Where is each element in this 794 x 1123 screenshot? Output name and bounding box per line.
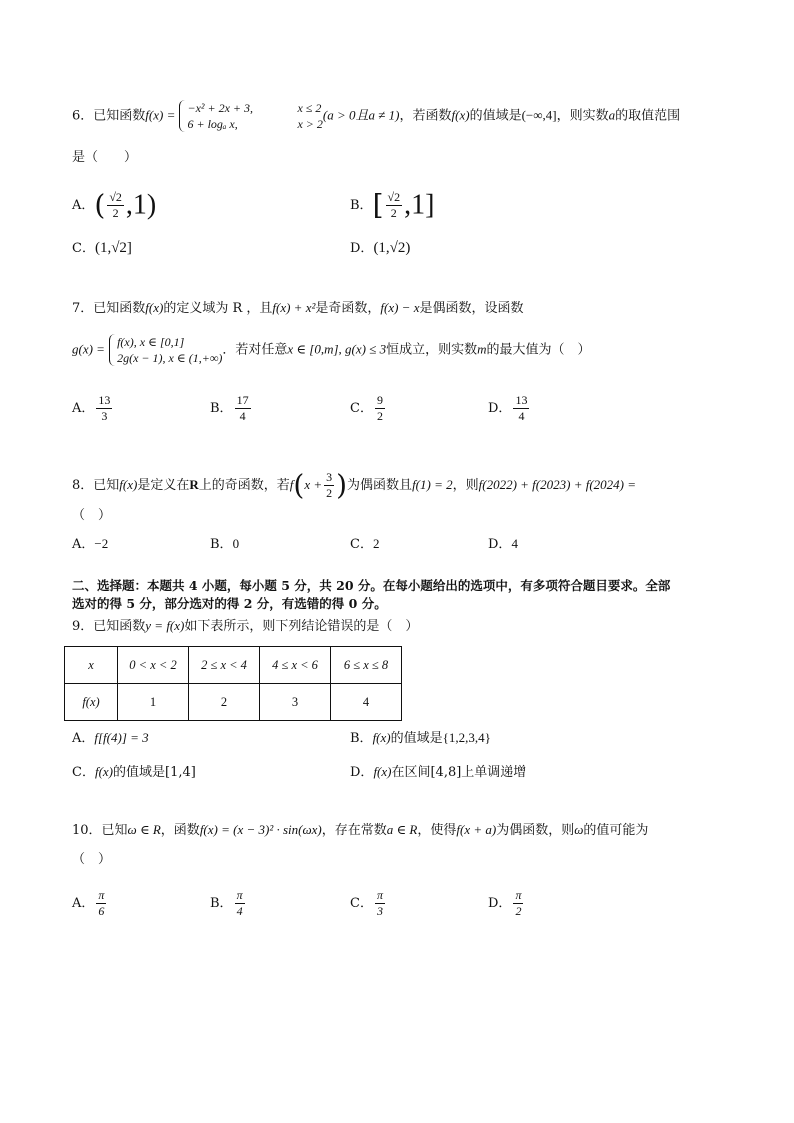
q8-line2: （ ） bbox=[72, 508, 112, 523]
q7-line1 bbox=[72, 298, 524, 319]
q9-expr: y = f(x) bbox=[145, 618, 185, 633]
q10-option-b-den: 4 bbox=[236, 904, 243, 918]
q6-option-c bbox=[72, 238, 132, 259]
q6-option-b-num: √2 bbox=[387, 190, 401, 204]
q6-row1-expr: −x² + 2x + 3, bbox=[187, 101, 254, 115]
q8-option-c-label: C． bbox=[350, 537, 373, 552]
q9-option-d-text: 在区间[4,8]上单调递增 bbox=[391, 765, 527, 780]
q9-option-b bbox=[350, 728, 491, 749]
q6-piecewise bbox=[179, 100, 322, 132]
q9-option-c-label: C． bbox=[72, 765, 95, 780]
q9-option-b-fx: f(x) bbox=[372, 730, 391, 745]
q10-option-a-num: π bbox=[98, 888, 105, 902]
q8-option-b bbox=[210, 534, 239, 555]
q8-option-a bbox=[72, 534, 108, 555]
q7-option-b-frac bbox=[235, 393, 251, 424]
q8-text-b: 是定义在 bbox=[137, 478, 190, 493]
q9-option-a-label: A． bbox=[72, 731, 95, 746]
q6-var-a: a bbox=[608, 107, 616, 123]
q10-option-a bbox=[72, 888, 108, 919]
q8-option-c-value: 2 bbox=[372, 536, 380, 551]
q6-option-a-left: ( bbox=[94, 188, 106, 222]
q10-text-a: 10．已知 bbox=[72, 823, 128, 838]
q7-option-d-den: 4 bbox=[518, 409, 525, 423]
q9-option-c bbox=[72, 762, 196, 783]
q7-option-d-label: D． bbox=[488, 401, 512, 416]
q10-option-c-frac bbox=[375, 888, 385, 919]
q8-paren-right: ) bbox=[336, 468, 348, 502]
q9-line1 bbox=[72, 616, 418, 637]
q8-frac-den: 2 bbox=[326, 486, 333, 500]
q10-fxa: f(x + a) bbox=[456, 822, 497, 837]
q10-option-d-den: 2 bbox=[515, 904, 522, 918]
q7-text-d: 是偶函数，设函数 bbox=[419, 301, 524, 316]
q7-option-d-frac bbox=[513, 393, 529, 424]
section2-line2: 选对的得 5 分，部分选对的得 2 分，有选错的得 0 分。 bbox=[72, 596, 387, 611]
q10-option-b-label: B． bbox=[210, 896, 233, 911]
q7-line2 bbox=[72, 334, 591, 366]
q6-option-b bbox=[350, 190, 434, 221]
q10-a-set: a ∈ R bbox=[386, 822, 418, 837]
q8-f: f bbox=[289, 477, 294, 492]
table-cell: 1 bbox=[118, 684, 189, 721]
q7-expr1: f(x) + x² bbox=[272, 300, 316, 315]
q8-text-c: 上的奇函数，若 bbox=[198, 478, 290, 493]
q6-option-b-frac bbox=[386, 190, 403, 221]
q10-text-c: ，存在常数 bbox=[321, 823, 387, 838]
table-cell: 6 ≤ x ≤ 8 bbox=[331, 647, 402, 684]
q8-f1: f(1) = 2 bbox=[412, 477, 453, 492]
q7-option-b-label: B． bbox=[210, 401, 233, 416]
q9-option-a-text: f[f(4)] = 3 bbox=[94, 730, 149, 745]
q6-option-a-label: A． bbox=[72, 198, 95, 213]
table-cell: 2 ≤ x < 4 bbox=[189, 647, 260, 684]
q8-paren-left: ( bbox=[293, 468, 305, 502]
q7-row1: f(x), x ∈ [0,1] bbox=[117, 335, 185, 349]
q10-option-a-den: 6 bbox=[98, 904, 105, 918]
q7-option-c bbox=[350, 393, 387, 424]
table-cell: 4 ≤ x < 6 bbox=[260, 647, 331, 684]
q8-frac bbox=[324, 470, 334, 501]
table-cell: f(x) bbox=[65, 684, 118, 721]
q8-x-plus: x + bbox=[304, 477, 323, 492]
q7-text-g: 的最大值为（ ） bbox=[486, 342, 591, 358]
q10-option-d-num: π bbox=[515, 888, 522, 902]
table-cell: 3 bbox=[260, 684, 331, 721]
q6-condition: (a > 0且a ≠ 1) bbox=[322, 107, 400, 123]
q9-table bbox=[64, 646, 402, 721]
q8-option-a-label: A． bbox=[72, 537, 95, 552]
q9-option-b-text: 的值域是 bbox=[390, 731, 443, 746]
q7-option-a-label: A． bbox=[72, 401, 95, 416]
q9-option-c-fx: f(x) bbox=[94, 764, 113, 779]
q10-text-f: 的值可能为 bbox=[583, 823, 649, 838]
q6-option-d-label: D． bbox=[350, 241, 374, 256]
q10-option-b bbox=[210, 888, 247, 919]
q8-text-e: ，则 bbox=[452, 478, 479, 493]
q6-option-a-den: 2 bbox=[112, 206, 119, 220]
q6-row1-cond: x ≤ 2 bbox=[297, 101, 322, 115]
q10-option-c bbox=[350, 888, 387, 919]
q8-line1 bbox=[72, 470, 636, 501]
q6-option-d bbox=[350, 238, 410, 259]
q8-frac-num: 3 bbox=[326, 470, 333, 484]
q6-option-b-left: [ bbox=[372, 188, 384, 222]
q9-option-d-fx: f(x) bbox=[373, 764, 392, 779]
q9-text-a: 9．已知函数 bbox=[72, 619, 146, 634]
q6-text4: ，则实数 bbox=[556, 108, 609, 124]
q7-option-c-label: C． bbox=[350, 401, 373, 416]
q9-option-a bbox=[72, 728, 149, 749]
q6-option-b-label: B． bbox=[350, 198, 373, 213]
q8-option-b-label: B． bbox=[210, 537, 233, 552]
q7-option-c-num: 9 bbox=[376, 393, 383, 407]
q9-text-b: 如下表所示，则下列结论错误的是（ ） bbox=[184, 619, 419, 634]
q7-var-m: m bbox=[477, 341, 487, 357]
q6-fx2: f(x) bbox=[451, 107, 470, 123]
q6-option-c-text: (1,√2] bbox=[94, 240, 132, 256]
q6-option-a-right: ,1) bbox=[125, 189, 157, 221]
q10-line2: （ ） bbox=[72, 852, 112, 867]
q9-option-d-label: D． bbox=[350, 765, 374, 780]
q6-fx: f(x) = bbox=[145, 107, 176, 123]
q10-option-a-label: A． bbox=[72, 896, 95, 911]
q6-line2: 是（ ） bbox=[72, 150, 138, 165]
q7-text-c: 是奇函数， bbox=[315, 301, 381, 316]
q10-option-d-frac bbox=[513, 888, 523, 919]
q7-option-b-num: 17 bbox=[236, 393, 249, 407]
section2-line1: 二、选择题：本题共 4 小题，每小题 5 分，共 20 分。在每小题给出的选项中，有多项符合题目要求。全部 bbox=[72, 578, 671, 593]
q6-option-d-text: (1,√2) bbox=[373, 240, 411, 256]
q8-fx: f(x) bbox=[119, 477, 138, 492]
q6-line1 bbox=[72, 100, 680, 132]
q10-text-b: ，函数 bbox=[160, 823, 200, 838]
q6-option-a-num: √2 bbox=[109, 190, 122, 204]
q7-option-a-frac bbox=[96, 393, 112, 424]
q6-range: (−∞,4] bbox=[521, 107, 557, 123]
q8-sum: f(2022) + f(2023) + f(2024) = bbox=[478, 477, 637, 492]
q6-row2-expr: 6 + logₐ x, bbox=[187, 117, 238, 131]
q10-expr: f(x) = (x − 3)² · sin(ωx) bbox=[199, 822, 322, 837]
q8-option-d bbox=[488, 534, 518, 555]
q6-option-b-right: ,1] bbox=[404, 189, 435, 221]
table-row bbox=[65, 647, 402, 684]
q9-option-b-value: {1,2,3,4} bbox=[442, 730, 491, 745]
q10-option-c-label: C． bbox=[350, 896, 373, 911]
q8-option-d-value: 4 bbox=[511, 536, 518, 551]
q7-expr2: f(x) − x bbox=[380, 300, 420, 315]
q7-gx: g(x) = bbox=[72, 341, 105, 357]
q10-omega: ω bbox=[574, 822, 584, 837]
q8-option-b-value: 0 bbox=[232, 536, 240, 551]
table-cell: 4 bbox=[331, 684, 402, 721]
q7-text-f: 恒成立，则实数 bbox=[386, 342, 478, 358]
q10-option-c-den: 3 bbox=[376, 904, 383, 918]
q7-fx: f(x) bbox=[145, 300, 164, 315]
q10-option-a-frac bbox=[96, 888, 106, 919]
q7-row2: 2g(x − 1), x ∈ (1,+∞) bbox=[117, 351, 223, 365]
q10-omega-set: ω ∈ R bbox=[127, 822, 161, 837]
q7-text-a: 7．已知函数 bbox=[72, 301, 146, 316]
q6-option-a-frac bbox=[107, 190, 124, 221]
q7-option-a-num: 13 bbox=[98, 393, 111, 407]
q10-option-c-num: π bbox=[376, 888, 383, 902]
table-cell: x bbox=[65, 647, 118, 684]
q10-option-b-frac bbox=[235, 888, 245, 919]
q7-option-c-den: 2 bbox=[376, 409, 383, 423]
table-cell: 0 < x < 2 bbox=[118, 647, 189, 684]
table-cell: 2 bbox=[189, 684, 260, 721]
q6-option-a bbox=[72, 190, 156, 221]
q6-text3: 的值域是 bbox=[469, 108, 522, 124]
q7-option-c-frac bbox=[375, 393, 385, 424]
q7-option-d-num: 13 bbox=[515, 393, 528, 407]
q8-option-c bbox=[350, 534, 379, 555]
table-row bbox=[65, 684, 402, 721]
q9-option-c-text: 的值域是[1,4] bbox=[113, 765, 196, 780]
q10-text-d: ，使得 bbox=[417, 823, 457, 838]
q7-option-b bbox=[210, 393, 253, 424]
q10-option-d-label: D． bbox=[488, 896, 512, 911]
q8-text-d: 为偶函数且 bbox=[347, 478, 413, 493]
q9-option-b-label: B． bbox=[350, 731, 373, 746]
q7-expr3: x ∈ [0,m], g(x) ≤ 3 bbox=[287, 341, 387, 357]
q7-piecewise bbox=[109, 334, 222, 366]
q7-option-d bbox=[488, 393, 531, 424]
q8-real-set: R bbox=[189, 477, 199, 492]
q7-option-a-den: 3 bbox=[101, 409, 108, 423]
q9-option-d bbox=[350, 762, 526, 783]
q7-option-a bbox=[72, 393, 114, 424]
q6-number: 6．已知函数 bbox=[72, 108, 146, 124]
q6-text5: 的取值范围 bbox=[615, 108, 681, 124]
q10-text-e: 为偶函数，则 bbox=[496, 823, 575, 838]
q10-option-b-num: π bbox=[236, 888, 243, 902]
q7-text-b: 的定义域为 R ，且 bbox=[163, 301, 273, 316]
q8-text-a: 8．已知 bbox=[72, 478, 120, 493]
q8-option-d-label: D． bbox=[488, 537, 512, 552]
q6-option-b-den: 2 bbox=[390, 206, 397, 220]
q7-option-b-den: 4 bbox=[239, 409, 246, 423]
q8-option-a-value: −2 bbox=[94, 536, 109, 551]
q10-line1 bbox=[72, 820, 648, 841]
q7-text-e: ．若对任意 bbox=[222, 342, 288, 358]
q6-option-c-label: C． bbox=[72, 241, 95, 256]
q6-row2-cond: x > 2 bbox=[297, 117, 323, 131]
q6-text2: ，若函数 bbox=[399, 108, 452, 124]
q10-option-d bbox=[488, 888, 525, 919]
